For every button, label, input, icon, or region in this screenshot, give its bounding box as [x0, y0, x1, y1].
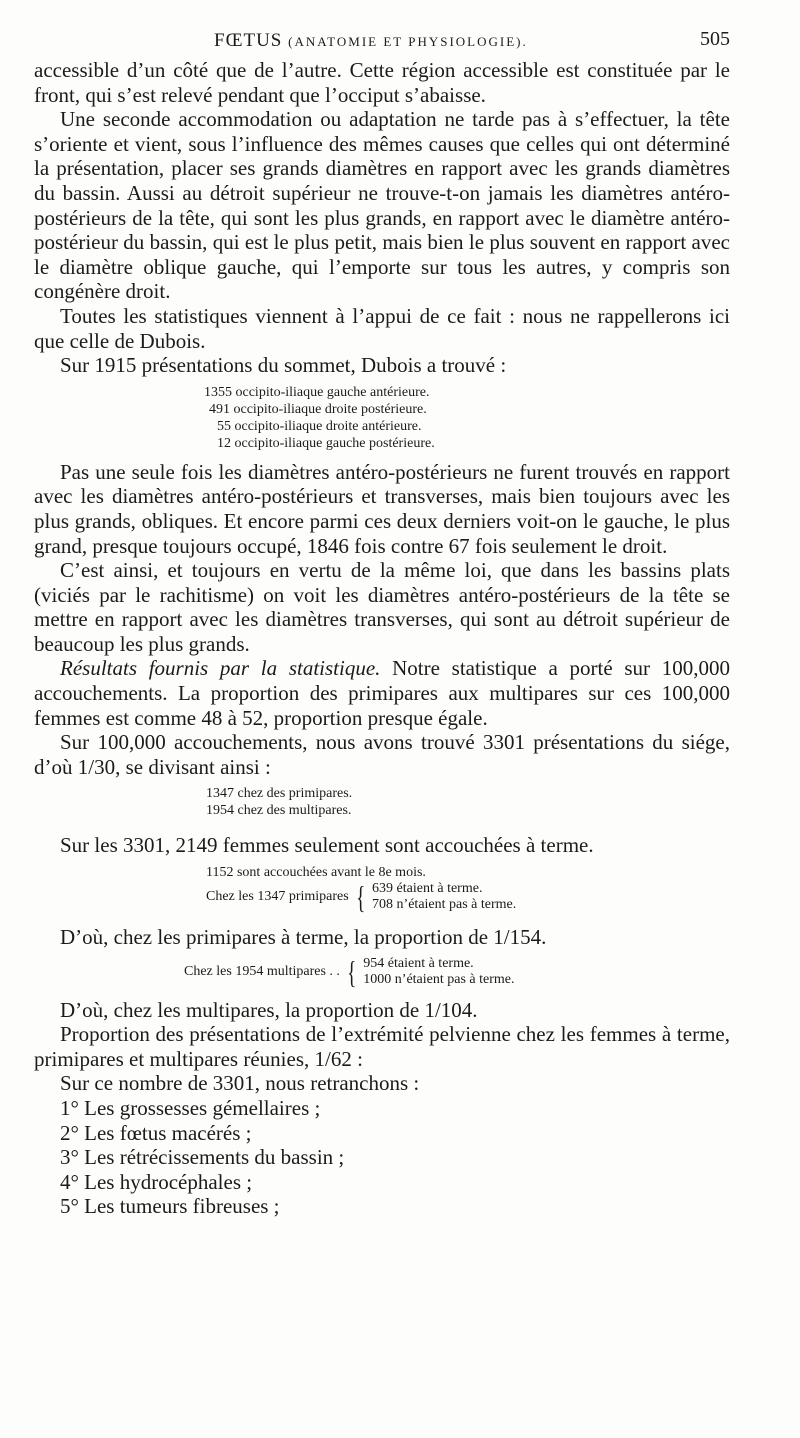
list-item: 1355 occipito-iliaque gauche antérieure.: [204, 384, 430, 400]
list-item: 5° Les tumeurs fibreuses ;: [60, 1194, 280, 1219]
paragraph: Sur 1915 présentations du sommet, Dubois a trouvé :: [60, 353, 507, 378]
list-item: 2° Les fœtus macérés ;: [60, 1120, 252, 1145]
brace-icon: {: [346, 953, 357, 990]
paragraph: Sur les 3301, 2149 femmes seulement sont accouchées à terme.: [60, 833, 594, 858]
list-item: 639 étaient à terme.: [372, 881, 483, 897]
brace-label: Chez les 1347 primipares: [206, 889, 349, 905]
multipares-block: [184, 953, 730, 990]
list-item: 55 occipito-iliaque droite antérieure.: [217, 418, 422, 434]
list-item: 1000 n’étaient pas à terme.: [363, 971, 515, 987]
running-header: [34, 30, 730, 58]
paragraph: Sur 100,000 accouchements, nous avons trouvé 3301 présentations du siége, d’où 1/30, se divisant ainsi :: [34, 730, 730, 779]
paragraph: D’où, chez les multipares, la proportion de 1/104.: [60, 997, 478, 1022]
list-item: 1954 chez des multipares.: [206, 803, 352, 819]
italic-heading: Résultats fournis par la statistique.: [60, 656, 381, 681]
list-item: 954 étaient à terme.: [363, 955, 474, 971]
paragraph: Une seconde accommodation ou adaptation ne tarde pas à s’effectuer, la tête s’oriente et vient, sous l’influence des mêmes causes que celles qui ont déterminé la présentation, placer ses grands diamètres en rapport avec les grands diamètres du bassin. Aussi au détroit supérieur ne trouve-t-on jamais les diamètres antéro-postérieurs de la tête, qui sont les plus grands, en rapport avec le diamètre antéro-postérieur du bassin, qui est le plus petit, mais bien le plus souvent en rapport avec le diamètre oblique gauche, qui l’emporte sur tous les autres, y compris son congénère droit.: [34, 107, 730, 304]
split-list: [206, 785, 730, 819]
brace-label: Chez les 1954 multipares . .: [184, 963, 340, 979]
list-item: 4° Les hydrocéphales ;: [60, 1169, 253, 1194]
paragraph: Proportion des présentations de l’extrémité pelvienne chez les femmes à terme, primipares et multipares réunies, 1/62 :: [34, 1022, 730, 1071]
paragraph: Résultats fournis par la statistique. Notre statistique a porté sur 100,000 accouchements. La proportion des primipares aux multipares sur ces 100,000 femmes est comme 48 à 52, proportion presque égale.: [34, 656, 730, 730]
header-title: FŒTUS (ANATOMIE ET PHYSIOLOGIE).: [214, 30, 528, 51]
paragraph: accessible d’un côté que de l’autre. Cette région accessible est constituée par le front, qui s’est relevé pendant que l’occiput s’abaisse.: [34, 58, 730, 107]
paragraph: Pas une seule fois les diamètres antéro-postérieurs ne furent trouvés en rapport avec les diamètres antéro-postérieurs et transverses, mais bien toujours avec les plus grands, obliques. Et encore parmi ces deux derniers voit-on le gauche, le plus grand, presque toujours occupé, 1846 fois contre 67 fois seulement le droit.: [34, 459, 730, 558]
list-item: 1347 chez des primipares.: [206, 786, 353, 802]
paragraph: Toutes les statistiques viennent à l’appui de ce fait : nous ne rappellerons ici que celle de Dubois.: [34, 303, 730, 353]
before-term: 1152 sont accouchées avant le 8e mois.: [206, 865, 426, 881]
dubois-list: [204, 384, 730, 452]
exclusion-list: [34, 1096, 730, 1219]
list-item: 708 n’étaient pas à terme.: [372, 897, 517, 913]
brace-icon: {: [355, 879, 365, 916]
body-text: [34, 58, 730, 1219]
page-number: 505: [700, 28, 730, 50]
list-item: 491 occipito-iliaque droite postérieure.: [209, 401, 427, 417]
list-item: 12 occipito-iliaque gauche postérieure.: [217, 435, 435, 451]
paragraph: Sur ce nombre de 3301, nous retranchons :: [60, 1071, 420, 1096]
list-item: 1° Les grossesses gémellaires ;: [60, 1096, 321, 1120]
paragraph: C’est ainsi, et toujours en vertu de la même loi, que dans les bassins plats (viciés par le rachitisme) on voit les diamètres antéro-postérieurs de la tête se mettre en rapport avec les diamètres transverses, qui sont au détroit supérieur de beaucoup les plus grands.: [34, 558, 730, 656]
paragraph: D’où, chez les primipares à terme, la proportion de 1/154.: [60, 925, 547, 950]
primipares-block: [206, 879, 730, 916]
list-item: 3° Les rétrécissements du bassin ;: [60, 1145, 345, 1170]
